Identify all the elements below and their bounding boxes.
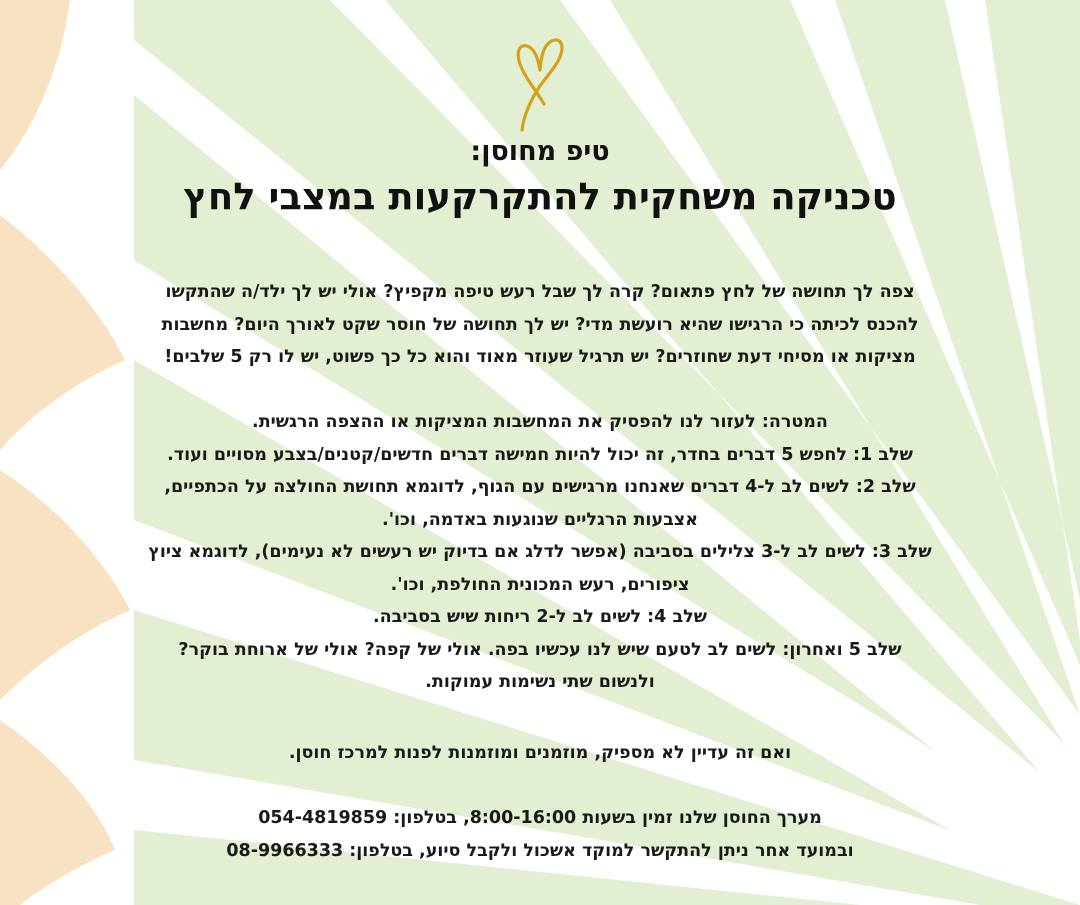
steps-list [70,406,1010,699]
tip-subtitle: טיפ מחוסן: [470,136,610,167]
step-2-continuation: אצבעות הרגליים שנוגעות באדמה, וכו'. [382,509,698,530]
closing-text: ואם זה עדיין לא מספיק, מוזמנים ומוזמנות לפנות למרכז חוסן. [288,743,792,763]
heart-outline-icon [510,36,570,132]
intro-paragraph [70,276,1010,374]
step-5-line: שלב 5 ואחרון: לשים לב לטעם שיש לנו עכשיו בפה. אולי של קפה? אולי של ארוחת בוקר? [178,639,902,660]
intro-line: להכנס לכיתה כי הרגישו שהיא רועשת מדי? יש לך תחושה של חוסר שקט לאורך היום? מחשבות [161,314,919,335]
step-4-line: שלב 4: לשים לב ל-2 ריחות שיש בסביבה. [373,607,707,627]
step-5-continuation: ולנשום שתי נשימות עמוקות. [425,672,655,692]
intro-line: מציקות או מסיחי דעת שחוזרים? יש תרגיל שעוזר מאוד והוא כל כך פשוט, יש לו רק 5 שלבים! [164,347,916,367]
step-1-line: שלב 1: לחפש 5 דברים בחדר, זה יכול להיות חמישה דברים חדשים/קטנים/בצבע מסויים ועוד. [167,444,913,465]
page-title: טכניקה משחקית להתקרקעות במצבי לחץ [183,175,897,218]
step-3-line: שלב 3: לשים לב ל-3 צלילים בסביבה (אפשר לדלג אם בדיוק יש רעשים לא נעימים), לדוגמא ציוץ [148,542,932,562]
resilience-hotline-line: מערך החוסן שלנו זמין בשעות 8:00-16:00, בטלפון: 054-4819859 [258,808,822,828]
closing-line [70,737,1010,770]
step-2-line: שלב 2: לשים לב ל-4 דברים שאנחנו מרגישים עם הגוף, לדוגמא תחושת החולצה על הכתפיים, [164,477,916,497]
goal-line: המטרה: לעזור לנו להפסיק את המחשבות המציקות או ההצפה הרגשית. [252,412,828,432]
step-3-continuation: ציפורים, רעש המכונית החולפת, וכו'. [390,574,690,595]
contact-info [70,802,1010,867]
intro-line: צפה לך תחושה של לחץ פתאום? קרה לך שבל רעש טיפה מקפיץ? אולי יש לך ילד/ה שהתקשו [165,282,915,302]
eshkol-hotline-line: ובמועד אחר ניתן להתקשר למוקד אשכול ולקבל סיוע, בטלפון: 08-9966333 [226,840,854,861]
